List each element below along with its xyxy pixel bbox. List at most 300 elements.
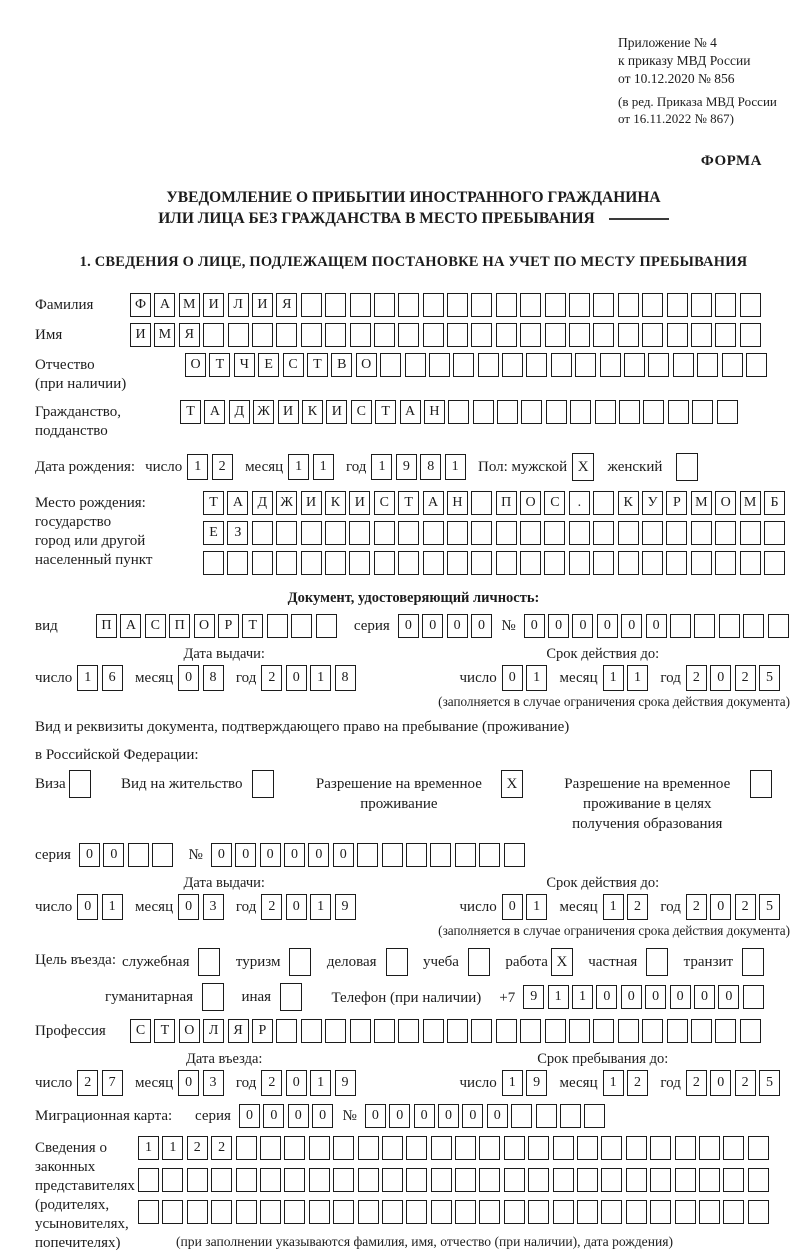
char-box[interactable]: [691, 1019, 712, 1043]
char-box[interactable]: 0: [286, 1070, 307, 1096]
char-box[interactable]: Б: [764, 491, 785, 515]
char-box[interactable]: [577, 1200, 598, 1224]
char-box[interactable]: [536, 1104, 557, 1128]
char-box[interactable]: [553, 1168, 574, 1192]
char-box[interactable]: Н: [424, 400, 445, 424]
char-box[interactable]: [198, 948, 220, 976]
char-box[interactable]: [551, 353, 572, 377]
char-box[interactable]: 9: [335, 1070, 356, 1096]
char-box[interactable]: [764, 521, 785, 545]
char-box[interactable]: 1: [548, 985, 569, 1009]
char-box[interactable]: [447, 521, 468, 545]
char-box[interactable]: [575, 353, 596, 377]
char-box[interactable]: 0: [211, 843, 232, 867]
char-box[interactable]: [455, 843, 476, 867]
char-box[interactable]: 1: [572, 985, 593, 1009]
char-box[interactable]: [619, 400, 640, 424]
char-box[interactable]: [431, 1200, 452, 1224]
char-box[interactable]: [545, 323, 566, 347]
char-box[interactable]: [740, 1019, 761, 1043]
char-box[interactable]: [648, 353, 669, 377]
char-box[interactable]: 0: [103, 843, 124, 867]
char-box[interactable]: 0: [548, 614, 569, 638]
char-box[interactable]: [374, 521, 395, 545]
char-box[interactable]: [301, 1019, 322, 1043]
char-box[interactable]: [479, 843, 500, 867]
char-box[interactable]: [593, 491, 614, 515]
char-box[interactable]: [289, 948, 311, 976]
char-box[interactable]: 0: [178, 894, 199, 920]
char-box[interactable]: Л: [203, 1019, 224, 1043]
char-box[interactable]: И: [349, 491, 370, 515]
char-box[interactable]: [666, 521, 687, 545]
char-box[interactable]: [570, 400, 591, 424]
char-box[interactable]: [406, 1200, 427, 1224]
char-box[interactable]: 2: [735, 894, 756, 920]
char-box[interactable]: М: [154, 323, 175, 347]
char-box[interactable]: [624, 353, 645, 377]
char-box[interactable]: [569, 551, 590, 575]
char-box[interactable]: [722, 353, 743, 377]
char-box[interactable]: [496, 1019, 517, 1043]
char-box[interactable]: [301, 293, 322, 317]
char-box[interactable]: [740, 551, 761, 575]
char-box[interactable]: 0: [79, 843, 100, 867]
char-box[interactable]: [162, 1200, 183, 1224]
char-box[interactable]: 1: [603, 665, 624, 691]
char-box[interactable]: [325, 551, 346, 575]
char-box[interactable]: [236, 1200, 257, 1224]
char-box[interactable]: [642, 293, 663, 317]
char-box[interactable]: 0: [422, 614, 443, 638]
char-box[interactable]: 0: [333, 843, 354, 867]
char-box[interactable]: [430, 843, 451, 867]
char-box[interactable]: 0: [286, 894, 307, 920]
char-box[interactable]: 5: [759, 894, 780, 920]
char-box[interactable]: 0: [710, 665, 731, 691]
char-box[interactable]: 1: [310, 894, 331, 920]
char-box[interactable]: [626, 1200, 647, 1224]
char-box[interactable]: 0: [524, 614, 545, 638]
char-box[interactable]: Е: [203, 521, 224, 545]
char-box[interactable]: [358, 1168, 379, 1192]
char-box[interactable]: [569, 323, 590, 347]
char-box[interactable]: [715, 521, 736, 545]
char-box[interactable]: [447, 323, 468, 347]
char-box[interactable]: [504, 1200, 525, 1224]
char-box[interactable]: О: [179, 1019, 200, 1043]
char-box[interactable]: Т: [180, 400, 201, 424]
char-box[interactable]: 0: [263, 1104, 284, 1128]
char-box[interactable]: [284, 1168, 305, 1192]
char-box[interactable]: [479, 1200, 500, 1224]
char-box[interactable]: [746, 353, 767, 377]
char-box[interactable]: [601, 1168, 622, 1192]
char-box[interactable]: [349, 551, 370, 575]
char-box[interactable]: 2: [686, 894, 707, 920]
char-box[interactable]: [374, 293, 395, 317]
char-box[interactable]: [187, 1168, 208, 1192]
char-box[interactable]: [521, 400, 542, 424]
char-box[interactable]: [593, 323, 614, 347]
char-box[interactable]: [595, 400, 616, 424]
char-box[interactable]: [553, 1200, 574, 1224]
char-box[interactable]: [276, 1019, 297, 1043]
char-box[interactable]: [673, 353, 694, 377]
char-box[interactable]: [526, 353, 547, 377]
char-box[interactable]: 0: [596, 985, 617, 1009]
char-box[interactable]: 1: [77, 665, 98, 691]
char-box[interactable]: 7: [102, 1070, 123, 1096]
char-box[interactable]: [723, 1136, 744, 1160]
char-box[interactable]: [502, 353, 523, 377]
char-box[interactable]: [350, 1019, 371, 1043]
char-box[interactable]: [468, 948, 490, 976]
char-box[interactable]: [260, 1168, 281, 1192]
char-box[interactable]: [676, 453, 698, 481]
char-box[interactable]: [569, 521, 590, 545]
char-box[interactable]: [668, 400, 689, 424]
char-box[interactable]: 0: [694, 985, 715, 1009]
char-box[interactable]: А: [423, 491, 444, 515]
char-box[interactable]: Ф: [130, 293, 151, 317]
char-box[interactable]: [497, 400, 518, 424]
char-box[interactable]: Д: [252, 491, 273, 515]
char-box[interactable]: [386, 948, 408, 976]
char-box[interactable]: 0: [239, 1104, 260, 1128]
char-box[interactable]: [593, 293, 614, 317]
char-box[interactable]: [528, 1200, 549, 1224]
char-box[interactable]: [301, 551, 322, 575]
char-box[interactable]: [382, 1200, 403, 1224]
char-box[interactable]: 5: [759, 665, 780, 691]
char-box[interactable]: [626, 1168, 647, 1192]
char-box[interactable]: 0: [398, 614, 419, 638]
char-box[interactable]: [69, 770, 91, 798]
char-box[interactable]: X: [551, 948, 573, 976]
char-box[interactable]: [423, 293, 444, 317]
char-box[interactable]: 9: [523, 985, 544, 1009]
char-box[interactable]: [380, 353, 401, 377]
char-box[interactable]: [471, 551, 492, 575]
char-box[interactable]: М: [179, 293, 200, 317]
char-box[interactable]: [333, 1136, 354, 1160]
char-box[interactable]: [301, 323, 322, 347]
char-box[interactable]: [447, 293, 468, 317]
char-box[interactable]: 0: [389, 1104, 410, 1128]
char-box[interactable]: 0: [710, 894, 731, 920]
char-box[interactable]: 0: [572, 614, 593, 638]
char-box[interactable]: 2: [187, 1136, 208, 1160]
char-box[interactable]: [520, 1019, 541, 1043]
char-box[interactable]: Я: [228, 1019, 249, 1043]
char-box[interactable]: [455, 1168, 476, 1192]
char-box[interactable]: [748, 1136, 769, 1160]
char-box[interactable]: [471, 521, 492, 545]
char-box[interactable]: [553, 1136, 574, 1160]
char-box[interactable]: [479, 1168, 500, 1192]
char-box[interactable]: [455, 1136, 476, 1160]
char-box[interactable]: 1: [138, 1136, 159, 1160]
char-box[interactable]: [276, 521, 297, 545]
char-box[interactable]: 1: [603, 1070, 624, 1096]
char-box[interactable]: [471, 1019, 492, 1043]
char-box[interactable]: [405, 353, 426, 377]
char-box[interactable]: [667, 323, 688, 347]
char-box[interactable]: [642, 521, 663, 545]
char-box[interactable]: [577, 1168, 598, 1192]
char-box[interactable]: [667, 1019, 688, 1043]
char-box[interactable]: [276, 551, 297, 575]
char-box[interactable]: [128, 843, 149, 867]
char-box[interactable]: [715, 1019, 736, 1043]
char-box[interactable]: [471, 293, 492, 317]
char-box[interactable]: [431, 1168, 452, 1192]
char-box[interactable]: [203, 551, 224, 575]
char-box[interactable]: [743, 614, 764, 638]
char-box[interactable]: [236, 1136, 257, 1160]
char-box[interactable]: [675, 1200, 696, 1224]
char-box[interactable]: [691, 521, 712, 545]
char-box[interactable]: [520, 551, 541, 575]
char-box[interactable]: [350, 293, 371, 317]
char-box[interactable]: Т: [398, 491, 419, 515]
char-box[interactable]: 0: [597, 614, 618, 638]
char-box[interactable]: [520, 323, 541, 347]
char-box[interactable]: О: [194, 614, 215, 638]
char-box[interactable]: Н: [447, 491, 468, 515]
char-box[interactable]: А: [400, 400, 421, 424]
char-box[interactable]: А: [227, 491, 248, 515]
char-box[interactable]: 0: [284, 843, 305, 867]
char-box[interactable]: [642, 323, 663, 347]
char-box[interactable]: 0: [471, 614, 492, 638]
char-box[interactable]: 0: [286, 665, 307, 691]
char-box[interactable]: [406, 843, 427, 867]
char-box[interactable]: Т: [203, 491, 224, 515]
char-box[interactable]: К: [618, 491, 639, 515]
char-box[interactable]: Т: [242, 614, 263, 638]
char-box[interactable]: 6: [102, 665, 123, 691]
char-box[interactable]: 0: [462, 1104, 483, 1128]
char-box[interactable]: [675, 1136, 696, 1160]
char-box[interactable]: [309, 1136, 330, 1160]
char-box[interactable]: 0: [308, 843, 329, 867]
char-box[interactable]: [228, 323, 249, 347]
char-box[interactable]: [748, 1200, 769, 1224]
char-box[interactable]: Я: [179, 323, 200, 347]
char-box[interactable]: 0: [710, 1070, 731, 1096]
char-box[interactable]: [504, 1136, 525, 1160]
char-box[interactable]: И: [301, 491, 322, 515]
char-box[interactable]: 9: [396, 454, 417, 480]
char-box[interactable]: [473, 400, 494, 424]
char-box[interactable]: [504, 843, 525, 867]
char-box[interactable]: Е: [258, 353, 279, 377]
char-box[interactable]: 1: [445, 454, 466, 480]
char-box[interactable]: С: [374, 491, 395, 515]
char-box[interactable]: П: [169, 614, 190, 638]
char-box[interactable]: [618, 521, 639, 545]
char-box[interactable]: [650, 1168, 671, 1192]
char-box[interactable]: 3: [203, 894, 224, 920]
char-box[interactable]: 2: [735, 665, 756, 691]
char-box[interactable]: Т: [154, 1019, 175, 1043]
char-box[interactable]: 2: [212, 454, 233, 480]
char-box[interactable]: [719, 614, 740, 638]
char-box[interactable]: 1: [627, 665, 648, 691]
char-box[interactable]: [715, 293, 736, 317]
char-box[interactable]: [740, 293, 761, 317]
char-box[interactable]: [431, 1136, 452, 1160]
char-box[interactable]: 0: [365, 1104, 386, 1128]
char-box[interactable]: С: [145, 614, 166, 638]
char-box[interactable]: [309, 1200, 330, 1224]
char-box[interactable]: 0: [312, 1104, 333, 1128]
char-box[interactable]: 2: [77, 1070, 98, 1096]
char-box[interactable]: [569, 293, 590, 317]
char-box[interactable]: О: [356, 353, 377, 377]
char-box[interactable]: [667, 293, 688, 317]
char-box[interactable]: X: [501, 770, 523, 798]
char-box[interactable]: А: [154, 293, 175, 317]
char-box[interactable]: [423, 1019, 444, 1043]
char-box[interactable]: И: [278, 400, 299, 424]
char-box[interactable]: 1: [162, 1136, 183, 1160]
char-box[interactable]: [626, 1136, 647, 1160]
char-box[interactable]: 2: [686, 665, 707, 691]
char-box[interactable]: Р: [218, 614, 239, 638]
char-box[interactable]: Т: [209, 353, 230, 377]
char-box[interactable]: [545, 293, 566, 317]
char-box[interactable]: 3: [203, 1070, 224, 1096]
char-box[interactable]: [504, 1168, 525, 1192]
char-box[interactable]: [520, 521, 541, 545]
char-box[interactable]: [584, 1104, 605, 1128]
char-box[interactable]: 8: [335, 665, 356, 691]
char-box[interactable]: [374, 323, 395, 347]
char-box[interactable]: [699, 1168, 720, 1192]
char-box[interactable]: 0: [645, 985, 666, 1009]
char-box[interactable]: [453, 353, 474, 377]
char-box[interactable]: [357, 843, 378, 867]
char-box[interactable]: [593, 521, 614, 545]
char-box[interactable]: 1: [371, 454, 392, 480]
char-box[interactable]: [691, 293, 712, 317]
char-box[interactable]: [252, 323, 273, 347]
char-box[interactable]: А: [120, 614, 141, 638]
char-box[interactable]: О: [715, 491, 736, 515]
char-box[interactable]: 2: [261, 894, 282, 920]
char-box[interactable]: [252, 521, 273, 545]
char-box[interactable]: [162, 1168, 183, 1192]
char-box[interactable]: [284, 1200, 305, 1224]
char-box[interactable]: [236, 1168, 257, 1192]
char-box[interactable]: 2: [211, 1136, 232, 1160]
char-box[interactable]: М: [740, 491, 761, 515]
char-box[interactable]: [496, 323, 517, 347]
char-box[interactable]: П: [96, 614, 117, 638]
char-box[interactable]: [358, 1136, 379, 1160]
char-box[interactable]: 0: [718, 985, 739, 1009]
char-box[interactable]: 2: [735, 1070, 756, 1096]
char-box[interactable]: 2: [261, 1070, 282, 1096]
char-box[interactable]: [642, 1019, 663, 1043]
char-box[interactable]: П: [496, 491, 517, 515]
char-box[interactable]: 0: [178, 1070, 199, 1096]
char-box[interactable]: Ж: [253, 400, 274, 424]
char-box[interactable]: [350, 323, 371, 347]
char-box[interactable]: Т: [307, 353, 328, 377]
char-box[interactable]: [252, 770, 274, 798]
char-box[interactable]: [642, 551, 663, 575]
char-box[interactable]: О: [520, 491, 541, 515]
char-box[interactable]: [447, 551, 468, 575]
char-box[interactable]: [675, 1168, 696, 1192]
char-box[interactable]: 1: [102, 894, 123, 920]
char-box[interactable]: [448, 400, 469, 424]
char-box[interactable]: [496, 521, 517, 545]
char-box[interactable]: 1: [603, 894, 624, 920]
char-box[interactable]: [593, 1019, 614, 1043]
char-box[interactable]: 0: [447, 614, 468, 638]
char-box[interactable]: [349, 521, 370, 545]
char-box[interactable]: 1: [310, 1070, 331, 1096]
char-box[interactable]: [471, 491, 492, 515]
char-box[interactable]: [544, 521, 565, 545]
char-box[interactable]: [423, 323, 444, 347]
char-box[interactable]: [697, 353, 718, 377]
char-box[interactable]: [723, 1200, 744, 1224]
char-box[interactable]: [601, 1136, 622, 1160]
char-box[interactable]: X: [572, 453, 594, 481]
char-box[interactable]: [750, 770, 772, 798]
char-box[interactable]: [211, 1200, 232, 1224]
char-box[interactable]: 0: [621, 985, 642, 1009]
char-box[interactable]: [646, 948, 668, 976]
char-box[interactable]: [694, 614, 715, 638]
char-box[interactable]: 0: [438, 1104, 459, 1128]
char-box[interactable]: [382, 843, 403, 867]
char-box[interactable]: [138, 1200, 159, 1224]
char-box[interactable]: [528, 1168, 549, 1192]
char-box[interactable]: 0: [178, 665, 199, 691]
char-box[interactable]: 1: [526, 894, 547, 920]
char-box[interactable]: М: [691, 491, 712, 515]
char-box[interactable]: [520, 293, 541, 317]
char-box[interactable]: К: [325, 491, 346, 515]
char-box[interactable]: [478, 353, 499, 377]
char-box[interactable]: [511, 1104, 532, 1128]
char-box[interactable]: [643, 400, 664, 424]
char-box[interactable]: 0: [414, 1104, 435, 1128]
char-box[interactable]: И: [203, 293, 224, 317]
char-box[interactable]: [593, 551, 614, 575]
char-box[interactable]: 5: [759, 1070, 780, 1096]
char-box[interactable]: [291, 614, 312, 638]
char-box[interactable]: [309, 1168, 330, 1192]
char-box[interactable]: [715, 551, 736, 575]
char-box[interactable]: 0: [260, 843, 281, 867]
char-box[interactable]: [398, 1019, 419, 1043]
char-box[interactable]: З: [227, 521, 248, 545]
char-box[interactable]: [374, 551, 395, 575]
char-box[interactable]: [260, 1200, 281, 1224]
char-box[interactable]: [743, 985, 764, 1009]
char-box[interactable]: [382, 1168, 403, 1192]
char-box[interactable]: 0: [670, 985, 691, 1009]
char-box[interactable]: [600, 353, 621, 377]
